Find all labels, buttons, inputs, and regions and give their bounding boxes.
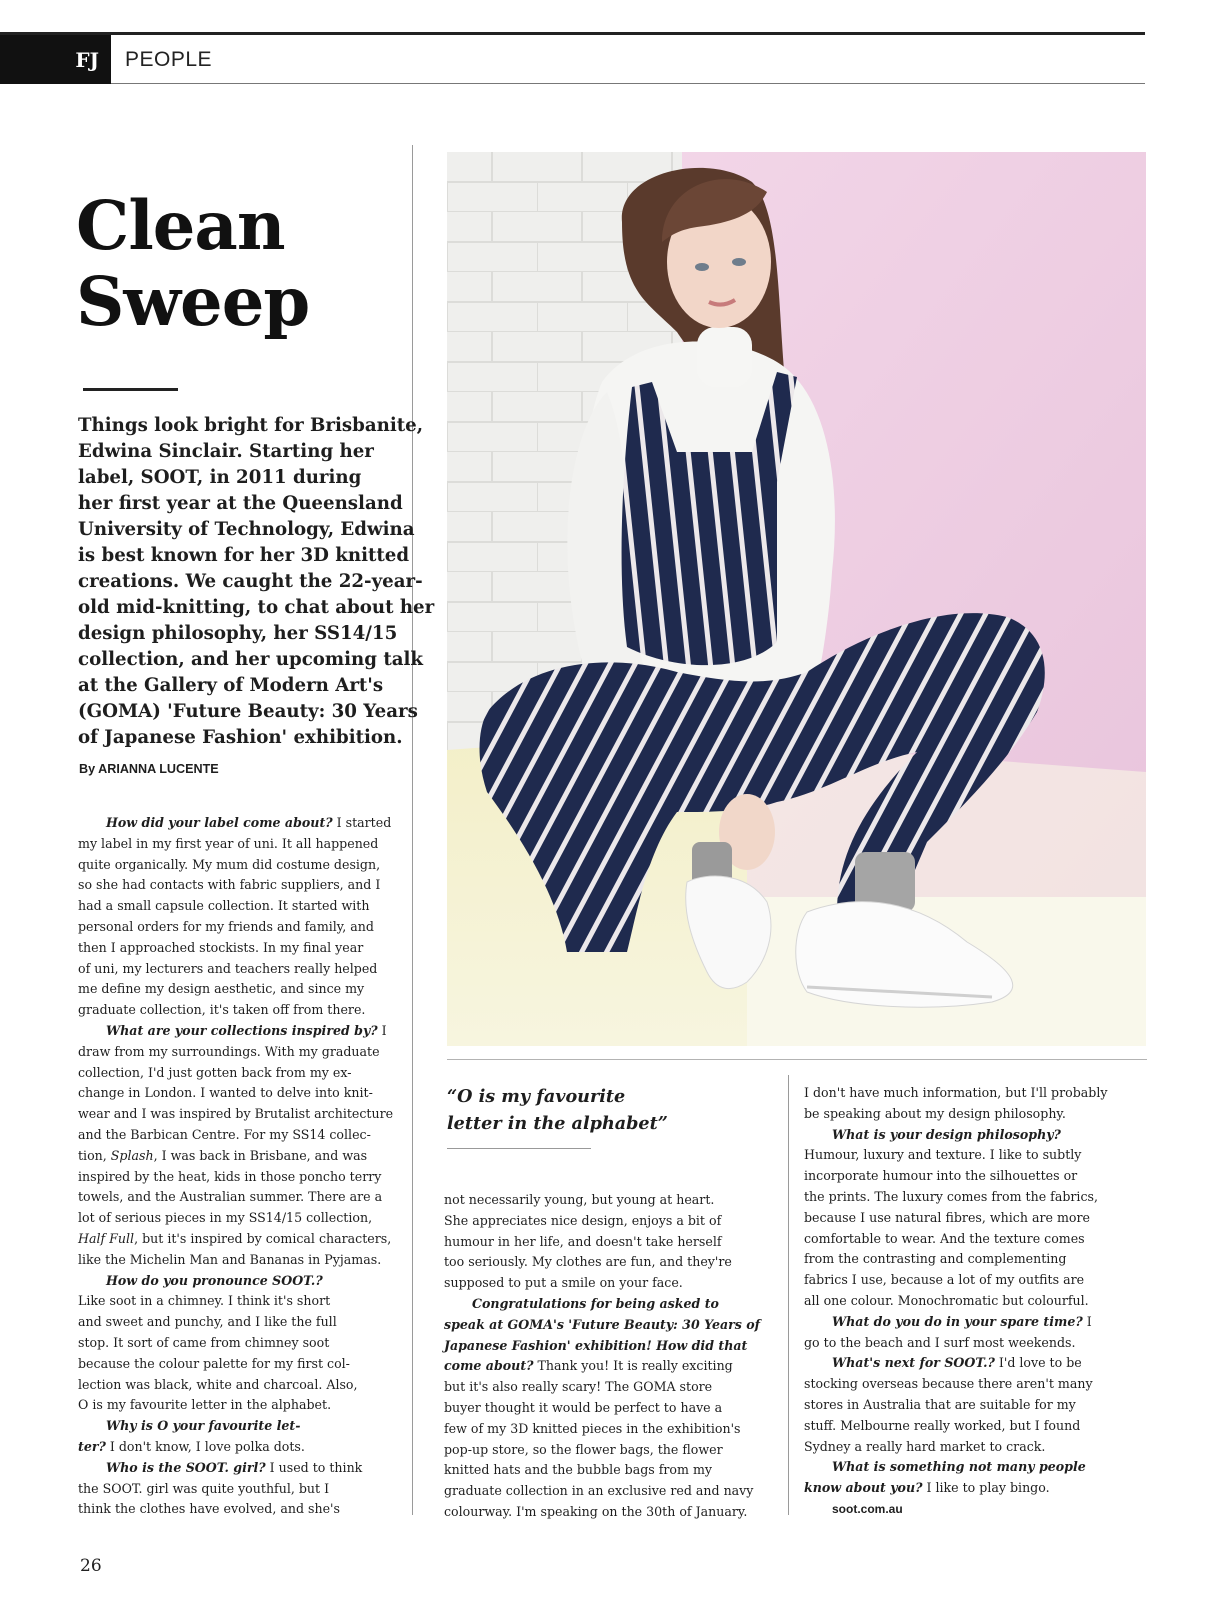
headline: Clean Sweep [76, 186, 310, 341]
standfirst: Things look bright for Brisbanite, Edwina Sinclair. Starting her label, SOOT, in 2011 during her first year at the Queensland University of Technology, Edwina is best known for her 3D knitted creations. We caught the 22-year- old mid-knitting, to chat about her design philosophy, her SS14/15 collection, and her upcoming talk at the Gallery of Modern Art's (GOMA) 'Future Beauty: 30 Years of Japanese Fashion' exhibition. [78, 415, 435, 748]
page-number: 26 [80, 1556, 102, 1576]
section-label: PEOPLE [125, 48, 213, 71]
portrait-photo [447, 152, 1146, 1046]
body-column-1: How did your label come about? I started my label in my first year of uni. It all happened quite organically. My mum did costume design, so she had contacts with fabric suppliers, and I had a small capsule collection. It started with personal orders for my friends and family, and then I approached stockists. In my final year of uni, my lecturers and teachers really helped me define my design aesthetic, and since my graduate collection, it's taken off from there. What are your collections inspired by? I draw from my surroundings. With my graduate collection, I'd just gotten back from my ex- change in London. I wanted to delve into knit- wear and I was inspired by Brutalist architecture and the Barbican Centre. For my SS14 collec- tion, Splash, I was back in Brisbane, and was inspired by the heat, kids in those poncho terry towels, and the Australian summer. There are a lot of serious pieces in my SS14/15 collection, Half Full, but it's inspired by comical characters, like the Michelin Man and Bananas in Pyjamas. How do you pronounce SOOT.? Like soot in a chimney. I think it's short and sweet and punchy, and I like the full stop. It sort of came from chimney soot because the colour palette for my first col- lection was black, white and charcoal. Also, O is my favourite letter in the alphabet. Why is O your favourite let- ter? I don't know, I love polka dots. Who is the SOOT. girl? I used to think the SOOT. girl was quite youthful, but I think the clothes have evolved, and she's [78, 815, 394, 1517]
header-rule-bottom [111, 83, 1145, 84]
website-signoff: soot.com.au [832, 1501, 903, 1516]
pull-quote: “O is my favourite letter in the alphabet” [447, 1086, 668, 1134]
magazine-badge: FJ [0, 35, 111, 84]
byline: By ARIANNA LUCENTE [79, 762, 219, 776]
body-column-3: I don't have much information, but I'll probably be speaking about my design philosophy. What is your design philosophy? Humour, luxury and texture. I like to subtly incorporate humour into the silhouettes or the prints. The luxury comes from the fabrics, because I use natural fibres, which are more comfortable to wear. And the texture comes from the contrasting and complementing fabrics I use, because a lot of my outfits are all one colour. Monochromatic but colourful. What do you do in your spare time? I go to the beach and I surf most weekends. What's next for SOOT.? I'd love to be stocking overseas because there aren't many stores in Australia that are suitable for my stuff. Melbourne really worked, but I found Sydney a really hard market to crack. What is something not many people know about you? I like to play bingo. soot.com.au [804, 1083, 1149, 1520]
column-rule-right [788, 1075, 789, 1515]
header-rule-top [0, 32, 1145, 35]
photo-rule [447, 1059, 1147, 1060]
headline-rule [83, 388, 178, 391]
pull-quote-rule [447, 1148, 591, 1149]
body-column-2: not necessarily young, but young at heart. She appreciates nice design, enjoys a bit of humour in her life, and doesn't take herself too seriously. My clothes are fun, and they're supposed to put a smile on your face. Congratulations for being asked to speak at GOMA's 'Future Beauty: 30 Years of Japanese Fashion' exhibition! How did that come about? Thank you! It is really exciting but it's also really scary! The GOMA store buyer thought it would be perfect to have a few of my 3D knitted pieces in the exhibition's pop-up store, so the flower bags, the flower knitted hats and the bubble bags from my graduate collection in an exclusive red and navy colourway. I'm speaking on the 30th of January. [444, 1192, 761, 1519]
